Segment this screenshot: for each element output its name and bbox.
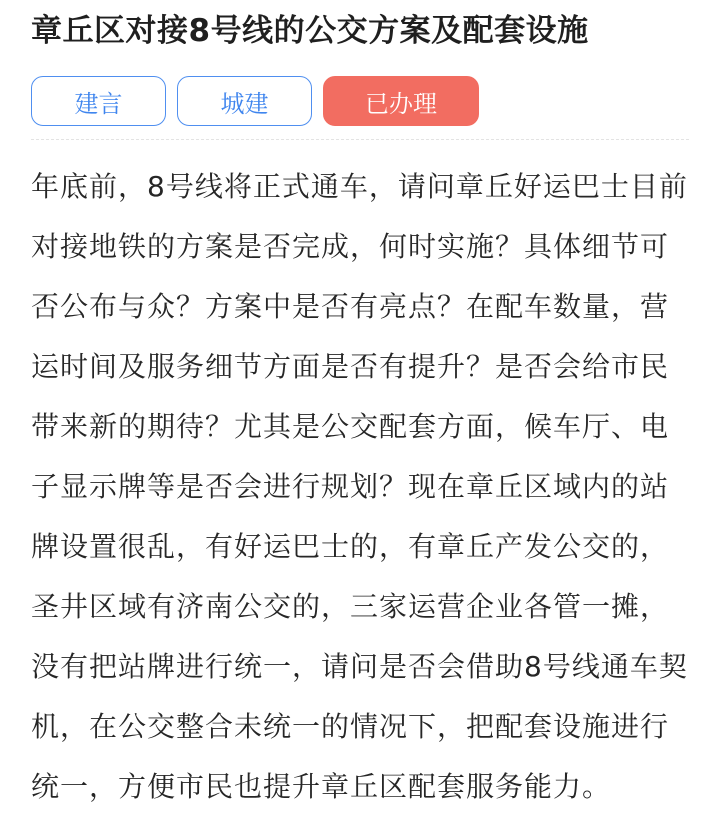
tag-row (31, 76, 479, 126)
tag-urban-construction[interactable]: 城建 (177, 76, 312, 126)
section-divider (31, 139, 689, 140)
tag-suggestion[interactable]: 建言 (31, 76, 166, 126)
status-badge-handled[interactable]: 已办理 (323, 76, 479, 126)
article-body: 年底前，8号线将正式通车，请问章丘好运巴士目前对接地铁的方案是否完成，何时实施？具体细节可否公布与众？方案中是否有亮点？在配车数量，营运时间及服务细节方面是否有提升？是否会给市民带来新的期待？尤其是公交配套方面，候车厅、电子显示牌等是否会进行规划？现在章丘区域内的站牌设置很乱，有好运巴士的，有章丘产发公交的，圣井区域有济南公交的，三家运营企业各管一摊，没有把站牌进行统一，请问是否会借助8号线通车契机，在公交整合未统一的情况下，把配套设施进行统一，方便市民也提升章丘区配套服务能力。 (31, 170, 688, 803)
article-title: 章丘区对接8号线的公交方案及配套设施 (31, 13, 589, 49)
